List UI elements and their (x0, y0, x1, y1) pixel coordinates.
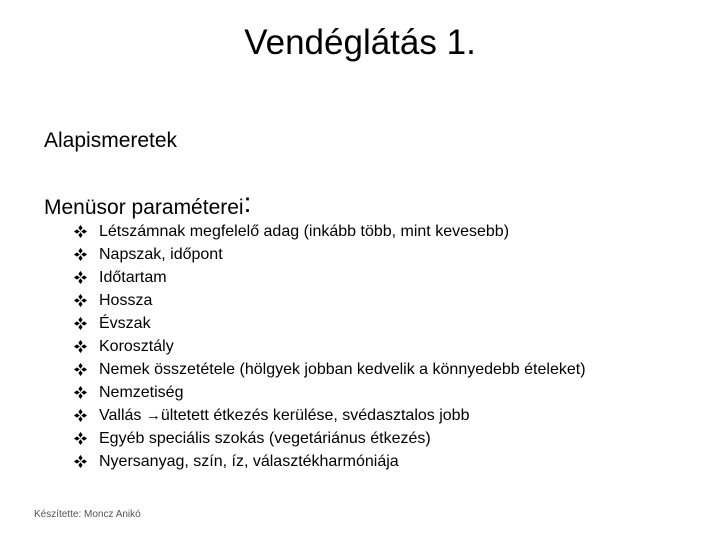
section-heading (44, 187, 252, 221)
list-item-text: Hossza (99, 292, 153, 309)
four-diamond-bullet-icon (74, 317, 87, 330)
list-item-text: Egyéb speciális szokás (vegetáriánus étkezés) (99, 430, 431, 447)
list-item (74, 312, 586, 335)
list-item-text-after-arrow: ültetett étkezés kerülése, svédasztalos jobb (160, 407, 470, 424)
list-item (74, 358, 586, 381)
list-item-vallas (74, 404, 586, 427)
list-item-text: Korosztály (99, 338, 174, 355)
four-diamond-bullet-icon (74, 455, 87, 468)
four-diamond-bullet-icon (74, 225, 87, 238)
list-item (74, 220, 586, 243)
list-item-text: Nemzetiség (99, 384, 184, 401)
list-item-text: Létszámnak megfelelő adag (inkább több, mint kevesebb) (99, 223, 510, 240)
list-item (74, 289, 586, 312)
list-item (74, 243, 586, 266)
four-diamond-bullet-icon (74, 271, 87, 284)
four-diamond-bullet-icon (74, 386, 87, 399)
right-arrow-icon: → (145, 407, 161, 424)
list-item (74, 335, 586, 358)
four-diamond-bullet-icon (74, 294, 87, 307)
four-diamond-bullet-icon (74, 363, 87, 376)
list-item-text: Napszak, időpont (99, 246, 223, 263)
list-item-text: Évszak (99, 315, 151, 332)
section-heading-colon: : (243, 187, 252, 218)
parameter-list (74, 220, 586, 473)
list-item (74, 381, 586, 404)
four-diamond-bullet-icon (74, 409, 87, 422)
list-item-text: Nyersanyag, szín, íz, választékharmóniája (99, 453, 399, 470)
slide-subtitle: Alapismeretek (44, 129, 178, 152)
list-item (74, 266, 586, 289)
section-heading-text: Menüsor paraméterei (44, 196, 244, 219)
list-item (74, 450, 586, 473)
author-footer: Készítette: Moncz Anikó (34, 509, 141, 520)
four-diamond-bullet-icon (74, 248, 87, 261)
list-item-text: Nemek összetétele (hölgyek jobban kedvelik a könnyedebb ételeket) (99, 361, 586, 378)
list-item-text-before-arrow: Vallás (99, 407, 146, 424)
slide-title: Vendéglátás 1. (244, 23, 476, 62)
four-diamond-bullet-icon (74, 340, 87, 353)
list-item-text: Időtartam (99, 269, 167, 286)
list-item (74, 427, 586, 450)
four-diamond-bullet-icon (74, 432, 87, 445)
